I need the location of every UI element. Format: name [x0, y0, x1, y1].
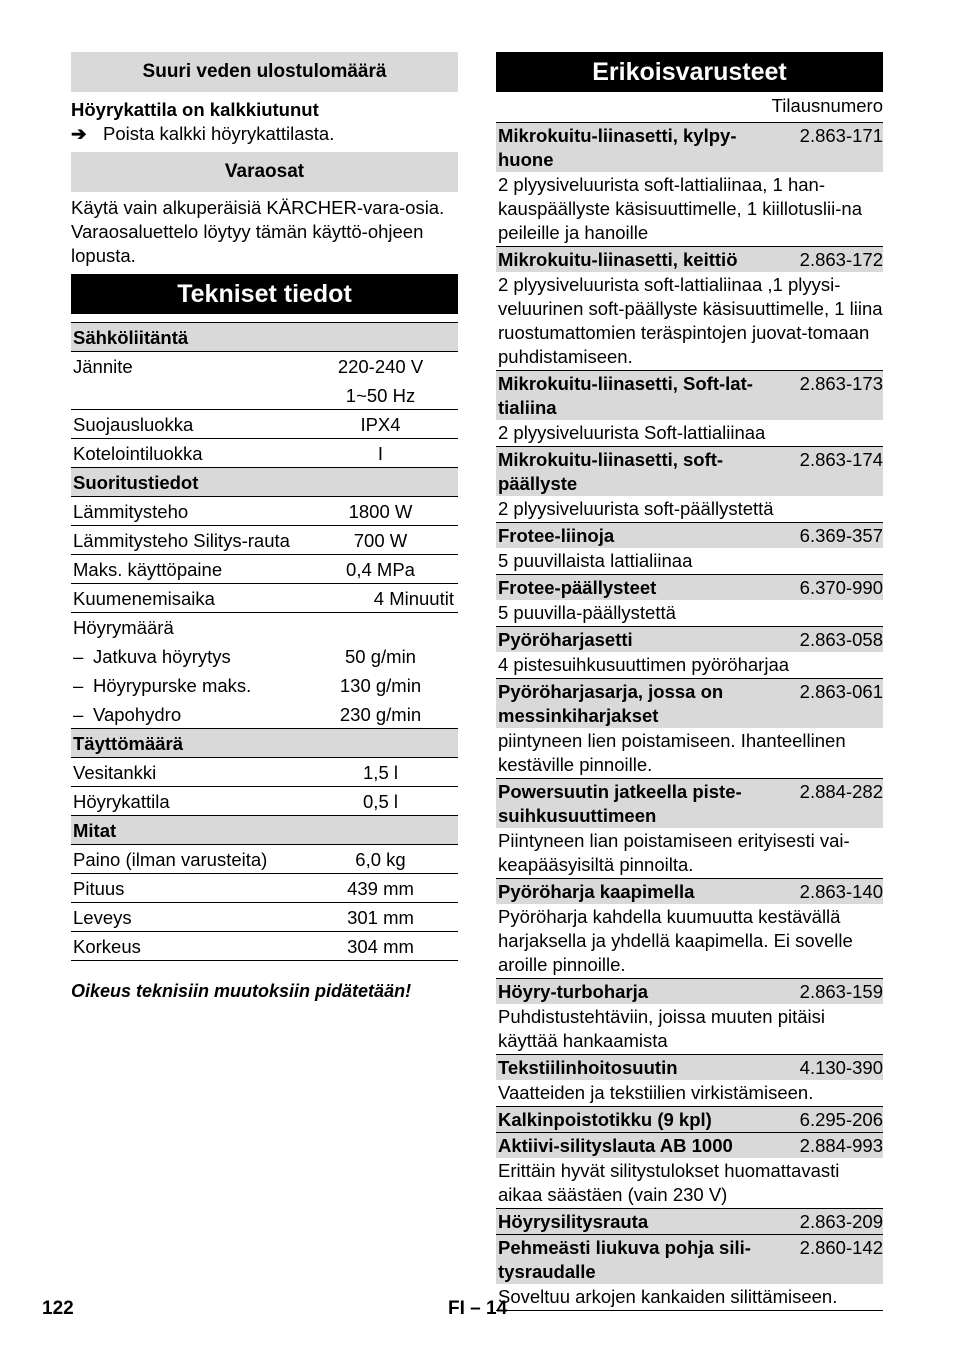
accessory-description: Puhdistustehtäviin, joissa muuten pitäisi käyttää hankaamista	[498, 1006, 826, 1051]
accessory-title-row	[496, 1209, 883, 1234]
accessory-item	[496, 879, 883, 979]
tech-row	[71, 758, 458, 787]
tech-label: Vesitankki	[73, 762, 157, 783]
tech-section-row	[71, 729, 458, 758]
tech-label: Leveys	[73, 907, 132, 928]
accessory-item	[496, 627, 883, 679]
accessory-title-row	[496, 1235, 883, 1284]
tech-value: 230 g/min	[339, 704, 422, 725]
accessory-description: 2 plyysiveluurista Soft-lattialiinaa	[498, 422, 766, 443]
tech-label: Maks. käyttöpaine	[73, 559, 223, 580]
accessory-item	[496, 1235, 883, 1311]
tech-label: Paino (ilman varusteita)	[73, 849, 268, 870]
accessory-order-number: 2.863-173	[799, 373, 883, 394]
page-code: FI – 14	[448, 1298, 508, 1319]
accessory-name: Frotee-liinoja	[498, 525, 615, 546]
tech-row	[71, 613, 458, 642]
tech-section-label: Mitat	[73, 820, 117, 841]
tech-label: Höyrymäärä	[73, 617, 174, 638]
accessory-order-number: 2.863-209	[799, 1211, 883, 1232]
accessory-order-number: 2.863-159	[799, 981, 883, 1002]
accessory-title-row	[496, 247, 883, 272]
accessory-order-number: 2.863-171	[799, 125, 883, 146]
tech-value: 1800 W	[348, 501, 413, 522]
accessory-title-row	[496, 1055, 883, 1080]
dash-bullet: –	[73, 646, 84, 667]
section-heading-accessories: Erikoisvarusteet	[496, 52, 883, 92]
accessory-description: 4 pistesuihkusuuttimen pyöröharjaa	[498, 654, 790, 675]
accessory-item	[496, 1107, 883, 1133]
tech-section-label: Suoritustiedot	[73, 472, 199, 493]
accessory-order-number: 2.863-140	[799, 881, 883, 902]
arrow-right-icon: ➔	[71, 123, 87, 144]
accessory-order-number: 6.295-206	[799, 1109, 883, 1130]
tech-value: I	[377, 443, 384, 464]
accessory-name: Pyöröharja kaapimella	[498, 881, 695, 902]
accessory-title-row	[496, 979, 883, 1004]
accessory-item	[496, 1209, 883, 1235]
accessory-order-number: 2.863-174	[799, 449, 883, 470]
tech-label: Lämmitysteho Silitys-rauta	[73, 530, 290, 551]
accessory-description: 2 plyysiveluurista soft-lattialiinaa ,1 plyysi-veluurinen soft-päällyste käsisuuttimelle, 1 liina ruostumattomien teräspintojen juovat-tomaan puhdistamiseen.	[498, 274, 883, 367]
tech-label: Korkeus	[73, 936, 141, 957]
accessory-description: 2 plyysiveluurista soft-päällystettä	[498, 498, 774, 519]
accessory-name: Höyry-turboharja	[498, 981, 649, 1002]
accessory-order-number: 2.863-058	[799, 629, 883, 650]
accessory-description: Vaatteiden ja tekstiilien virkistämiseen.	[498, 1082, 814, 1103]
accessory-name: Mikrokuitu-liinasetti, Soft-lat-tialiina	[498, 373, 753, 418]
section-heading-tech-data: Tekniset tiedot	[71, 274, 458, 314]
tech-value: 1,5 l	[363, 762, 398, 783]
accessory-description: 5 puuvillaista lattialiinaa	[498, 550, 693, 571]
tech-row	[71, 874, 458, 903]
tech-row	[71, 439, 458, 468]
accessory-name: Mikrokuitu-liinasetti, soft-päällyste	[498, 449, 724, 494]
accessory-name: Frotee-päällysteet	[498, 577, 657, 598]
accessory-name: Höyrysilitysrauta	[498, 1211, 649, 1232]
accessory-item	[496, 575, 883, 627]
accessory-item	[496, 523, 883, 575]
tech-row	[71, 410, 458, 439]
accessory-order-number: 2.863-061	[799, 681, 883, 702]
tech-row	[71, 845, 458, 874]
tech-label: Höyrypurske maks.	[93, 675, 252, 696]
tech-value: 130 g/min	[339, 675, 422, 696]
dash-bullet: –	[73, 675, 84, 696]
accessory-name: Mikrokuitu-liinasetti, keittiö	[498, 249, 738, 270]
accessory-name: Pyöröharjasetti	[498, 629, 633, 650]
tech-value: 301 mm	[347, 907, 414, 928]
tech-label: Kuumenemisaika	[73, 588, 215, 609]
tech-row	[71, 584, 458, 613]
page-number: 122	[42, 1298, 74, 1319]
accessory-title-row	[496, 371, 883, 420]
tech-change-note: Oikeus teknisiin muutoksiin pidätetään!	[71, 981, 412, 1001]
accessory-order-number: 2.860-142	[799, 1237, 883, 1258]
section-heading-spare-parts: Varaosat	[71, 152, 458, 192]
accessory-title-row	[496, 1133, 883, 1158]
accessory-description: 5 puuvilla-päällystettä	[498, 602, 676, 623]
accessory-name: Tekstiilinhoitosuutin	[498, 1057, 678, 1078]
tech-label: Lämmitysteho	[73, 501, 189, 522]
tech-value: 0,5 l	[363, 791, 398, 812]
tech-row	[71, 903, 458, 932]
tech-label: Vapohydro	[93, 704, 182, 725]
tech-value: IPX4	[360, 414, 401, 435]
tech-label: Suojausluokka	[73, 414, 194, 435]
accessory-title-row	[496, 627, 883, 652]
tech-data-table	[71, 322, 458, 961]
tech-section-row	[71, 323, 458, 352]
right-column	[496, 52, 883, 1311]
fault-title: Höyrykattila on kalkkiutunut	[71, 99, 319, 120]
accessory-name: Aktiivi-silityslauta AB 1000	[498, 1135, 733, 1156]
tech-row	[71, 555, 458, 584]
tech-value: 439 mm	[347, 878, 414, 899]
tech-value: 4 Minuutit	[373, 588, 454, 609]
tech-label: Jatkuva höyrytys	[93, 646, 231, 667]
tech-row	[71, 352, 458, 381]
accessory-title-row	[496, 575, 883, 600]
tech-row	[71, 526, 458, 555]
tech-section-row	[71, 816, 458, 845]
tech-row	[71, 932, 458, 961]
accessory-order-number: 2.884-282	[799, 781, 883, 802]
tech-label: Jännite	[73, 356, 133, 377]
accessory-order-number: 6.370-990	[799, 577, 883, 598]
dash-bullet: –	[73, 704, 84, 725]
tech-section-row	[71, 468, 458, 497]
accessory-description: Pyöröharja kahdella kuumuutta kestävällä harjaksella ja yhdellä kaapimella. Ei sovelle aroille pinnoille.	[498, 906, 853, 975]
tech-value: 6,0 kg	[355, 849, 406, 870]
accessory-item	[496, 779, 883, 879]
tech-row	[71, 642, 458, 671]
accessory-order-number: 6.369-357	[799, 525, 883, 546]
accessory-order-number: 2.884-993	[799, 1135, 883, 1156]
accessory-title-row	[496, 779, 883, 828]
accessory-order-number: 4.130-390	[799, 1057, 883, 1078]
tech-row	[71, 497, 458, 526]
tech-value: 700 W	[353, 530, 408, 551]
fault-action-text: Poista kalkki höyrykattilasta.	[103, 123, 335, 144]
accessory-item	[496, 447, 883, 523]
accessory-item	[496, 1055, 883, 1107]
accessory-description: Soveltuu arkojen kankaiden silittämiseen.	[498, 1286, 838, 1307]
tech-value: 0,4 MPa	[346, 559, 415, 580]
accessory-name: Powersuutin jatkeella piste-suihkusuuttimeen	[498, 781, 742, 826]
accessory-title-row	[496, 123, 883, 172]
accessory-item	[496, 247, 883, 371]
tech-value: 220-240 V	[337, 356, 424, 377]
tech-section-label: Sähköliitäntä	[73, 327, 189, 348]
tech-row	[71, 787, 458, 816]
tech-value: 1~50 Hz	[345, 385, 416, 406]
accessory-title-row	[496, 1107, 883, 1132]
accessory-title-row	[496, 879, 883, 904]
tech-label: Höyrykattila	[73, 791, 170, 812]
tech-label: Pituus	[73, 878, 125, 899]
tech-row	[71, 671, 458, 700]
fault-action	[71, 122, 458, 146]
accessory-item	[496, 679, 883, 779]
accessory-name: Kalkinpoistotikku (9 kpl)	[498, 1109, 712, 1130]
accessory-item	[496, 371, 883, 447]
left-column	[71, 52, 458, 1002]
accessory-list	[496, 122, 883, 1311]
accessory-description: 2 plyysiveluurista soft-lattialiinaa, 1 han-kauspäällyste käsisuuttimelle, 1 kiillotuslii-na peileille ja hanoille	[498, 174, 862, 243]
accessory-description: piintyneen lien poistamiseen. Ihanteellinen kestäville pinnoille.	[498, 730, 846, 775]
accessory-name: Mikrokuitu-liinasetti, kylpy-huone	[498, 125, 737, 170]
tech-row	[71, 381, 458, 410]
order-number-header: Tilausnumero	[771, 95, 883, 116]
tech-row	[71, 700, 458, 729]
spare-parts-text: Käytä vain alkuperäisiä KÄRCHER-vara-osia. Varaosaluettelo löytyy tämän käyttö-ohjeen lopusta.	[71, 197, 445, 266]
tech-label: Kotelointiluokka	[73, 443, 203, 464]
tech-section-label: Täyttömäärä	[73, 733, 184, 754]
accessory-title-row	[496, 523, 883, 548]
section-heading-water-output: Suuri veden ulostulomäärä	[71, 52, 458, 92]
accessory-item	[496, 1133, 883, 1209]
accessory-description: Erittäin hyvät silitystulokset huomattavasti aikaa säästäen (vain 230 V)	[498, 1160, 840, 1205]
accessory-title-row	[496, 679, 883, 728]
accessory-item	[496, 123, 883, 247]
tech-value: 50 g/min	[345, 646, 416, 667]
accessory-name: Pyöröharjasarja, jossa on messinkiharjakset	[498, 681, 724, 726]
accessory-name: Pehmeästi liukuva pohja sili-tysraudalle	[498, 1237, 751, 1282]
accessory-item	[496, 979, 883, 1055]
tech-value: 304 mm	[347, 936, 414, 957]
accessory-title-row	[496, 447, 883, 496]
accessory-description: Piintyneen lian poistamiseen erityisesti vai-keapääsyisiltä pinnoilta.	[498, 830, 850, 875]
accessory-order-number: 2.863-172	[799, 249, 883, 270]
